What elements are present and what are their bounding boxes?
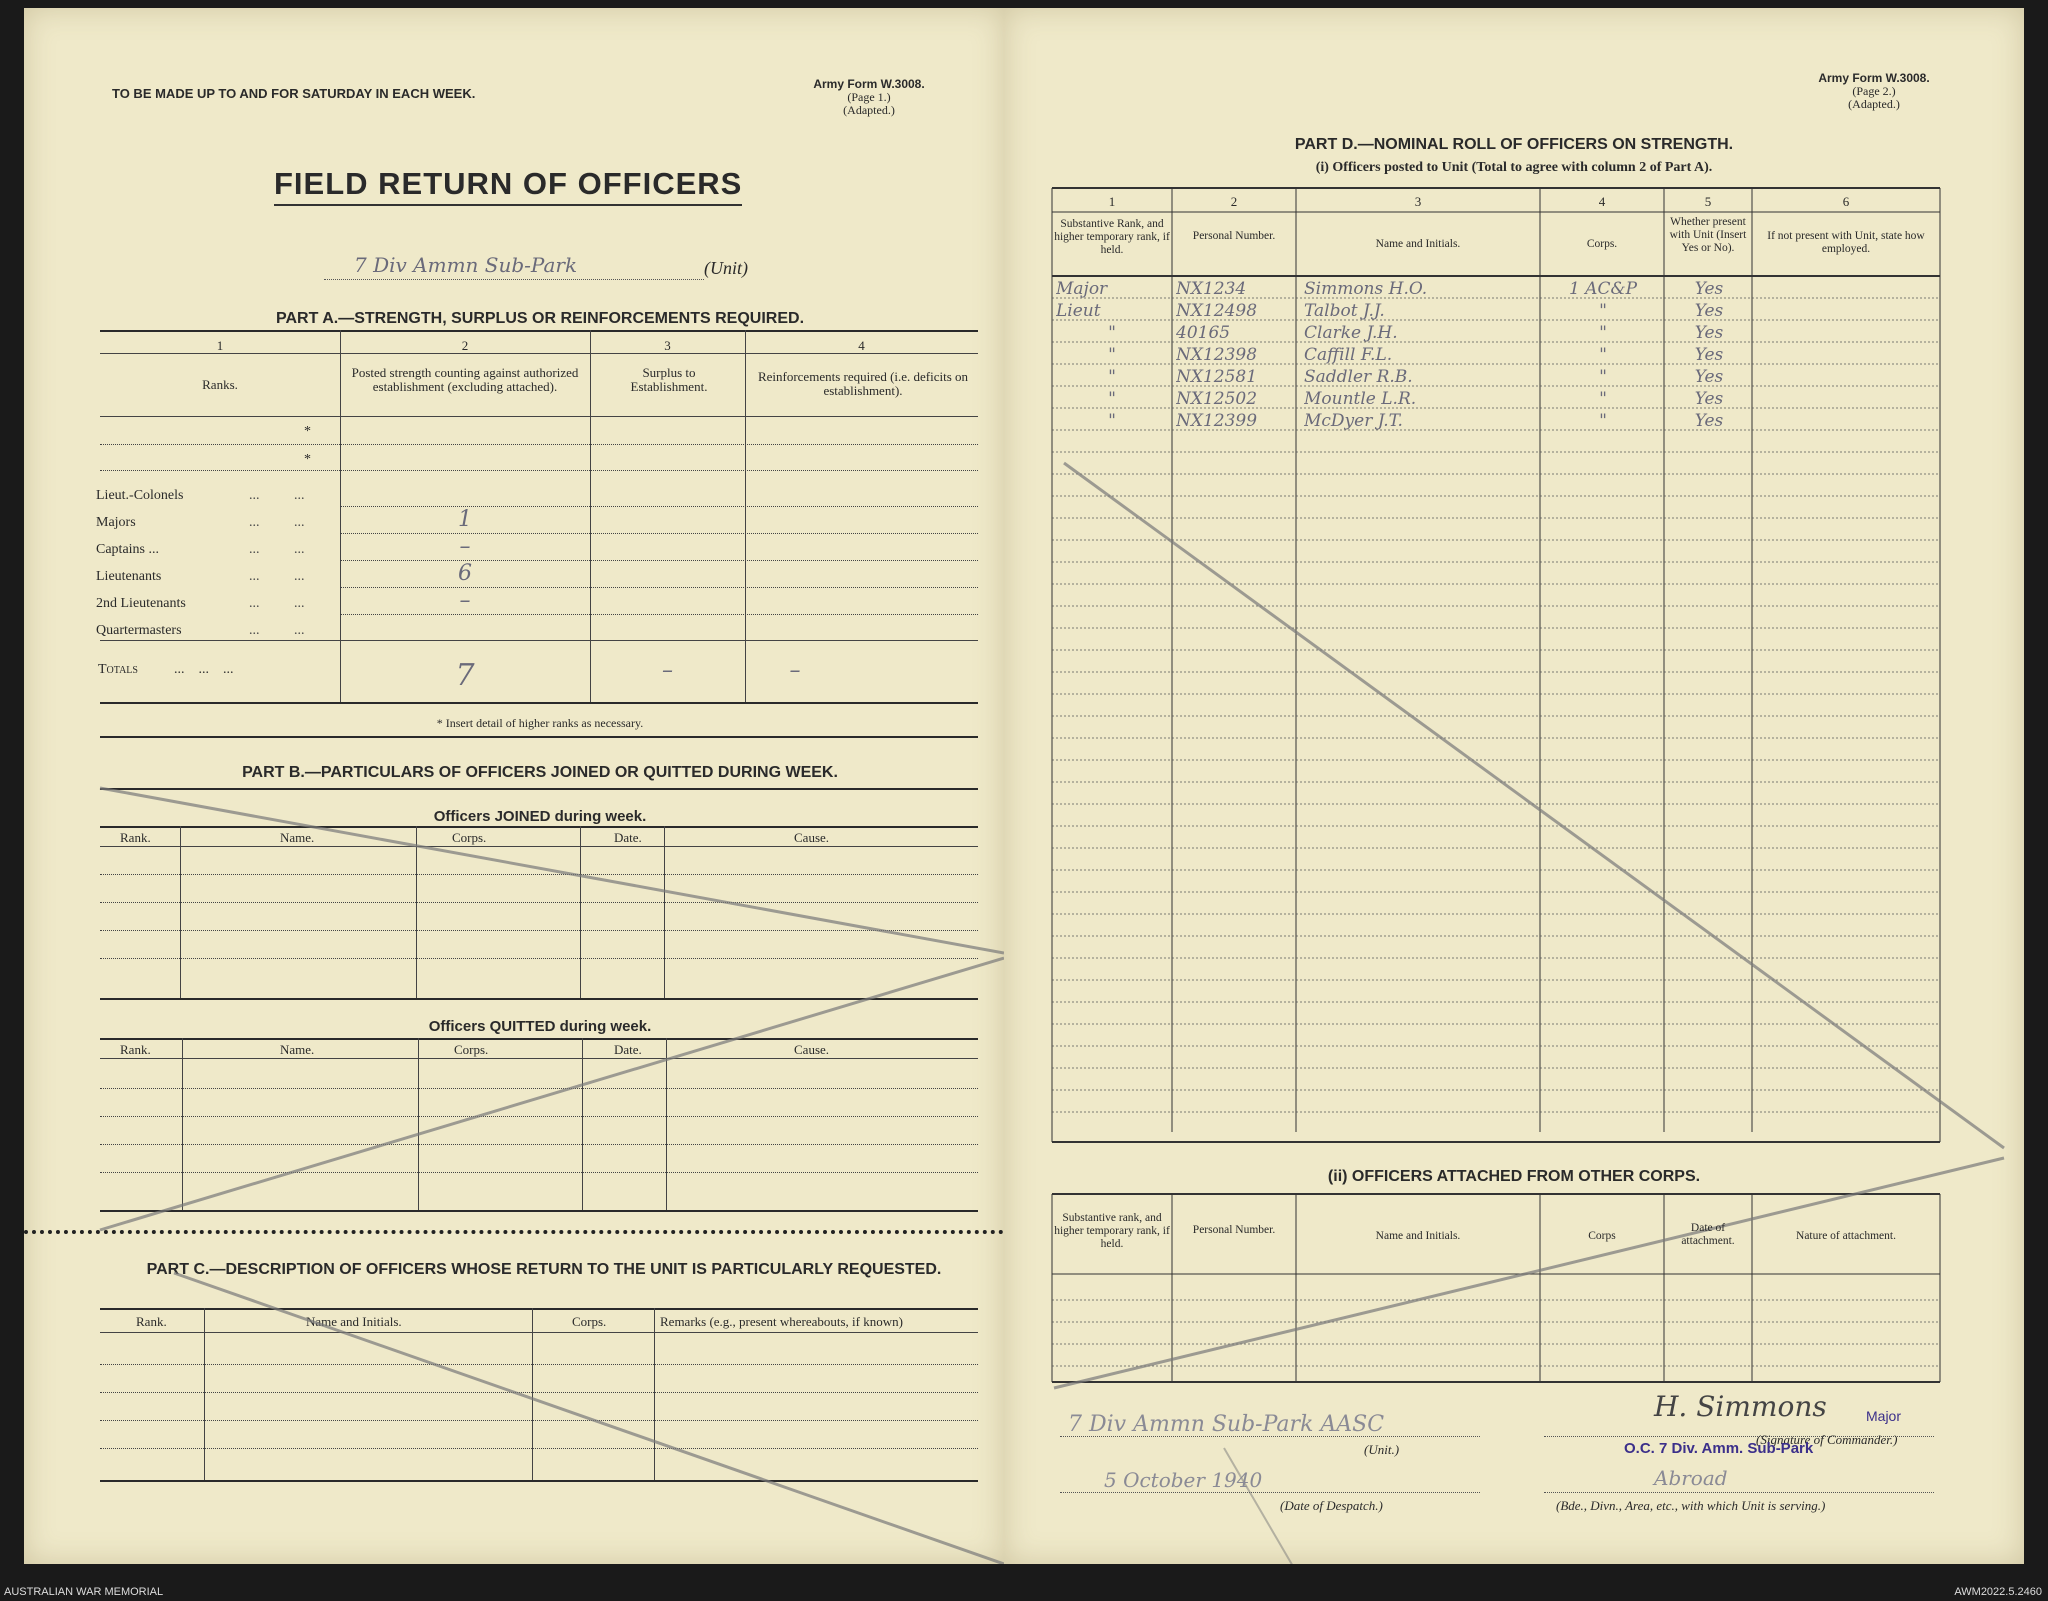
quitted-rank-header: Rank. xyxy=(120,1042,151,1057)
instruction-text: TO BE MADE UP TO AND FOR SATURDAY IN EACH WEEK. xyxy=(112,86,476,101)
roll-cell-name: Clarke J.H. xyxy=(1304,323,1398,343)
quitted-date-header: Date. xyxy=(614,1042,642,1057)
unit-signature-hw: 7 Div Ammn Sub-Park AASC xyxy=(1068,1412,1385,1437)
quitted-title: Officers QUITTED during week. xyxy=(428,1018,652,1035)
roll-cell-name: Simmons H.O. xyxy=(1304,279,1428,299)
reinforcements-header: Reinforcements required (i.e. deficits on establishment). xyxy=(757,369,969,398)
roll-cell-present: Yes xyxy=(1694,345,1724,365)
att-corps-header: Corps xyxy=(1588,1230,1616,1242)
att-number-header: Personal Number. xyxy=(1192,1224,1276,1236)
rank-row: 2nd Lieutenants xyxy=(96,596,186,611)
roll-cell-present: Yes xyxy=(1694,411,1724,431)
roll-cell-number: NX12398 xyxy=(1176,345,1258,365)
roll-row xyxy=(1004,388,2024,410)
roll-cell-present: Yes xyxy=(1694,389,1724,409)
roll-cell-rank: " xyxy=(1108,345,1116,365)
part-c-title: PART C.—DESCRIPTION OF OFFICERS WHOSE RETURN TO THE UNIT IS PARTICULARLY REQUESTED. xyxy=(146,1261,942,1278)
col-3-num: 3 xyxy=(664,338,671,353)
roll-cell-name: Caffill F.L. xyxy=(1304,345,1393,365)
d-present-header: Whether present with Unit (Insert Yes or No). xyxy=(1669,216,1747,254)
att-nature-header: Nature of attachment. xyxy=(1796,1230,1896,1242)
roll-cell-rank: " xyxy=(1108,323,1116,343)
roll-cell-rank: " xyxy=(1108,411,1116,431)
left-page xyxy=(24,8,1004,1564)
commander-signature: H. Simmons xyxy=(1654,1390,1827,1423)
roll-cell-corps: " xyxy=(1599,367,1607,387)
d-col-2-num: 2 xyxy=(1230,194,1238,209)
posted-strength-header: Posted strength counting against authorized establishment (excluding attached). xyxy=(351,365,579,394)
col-2-num: 2 xyxy=(461,338,469,353)
page-title: FIELD RETURN OF OFFICERS xyxy=(274,166,742,206)
footer-right: AWM2022.5.2460 xyxy=(1954,1586,2042,1598)
total-posted: 7 xyxy=(455,658,475,693)
d-col-1-num: 1 xyxy=(1108,194,1116,209)
rank-row: Captains ... xyxy=(96,542,159,557)
roll-cell-name: Mountle L.R. xyxy=(1304,389,1417,409)
roll-row xyxy=(1004,410,2024,432)
page-number: (Page 2.) xyxy=(1852,84,1896,98)
roll-cell-corps: " xyxy=(1599,411,1607,431)
part-d-subtitle: (i) Officers posted to Unit (Total to agree with column 2 of Part A). xyxy=(1315,160,1713,175)
posted-values: 1 – 6 – xyxy=(458,507,472,613)
quitted-cause-header: Cause. xyxy=(794,1042,830,1057)
adapted-label: (Adapted.) xyxy=(843,103,895,117)
area-handwritten: Abroad xyxy=(1654,1466,1728,1490)
rank-dots-2: ... ... ... ... ... ... xyxy=(294,488,305,638)
star-1: * xyxy=(304,424,311,439)
part-b-title: PART B.—PARTICULARS OF OFFICERS JOINED OR QUITTED DURING WEEK. xyxy=(242,764,838,781)
unit-caption: (Unit.) xyxy=(1364,1442,1400,1457)
unit-handwritten: 7 Div Ammn Sub-Park xyxy=(354,253,578,277)
totals-dots: ... ... ... xyxy=(174,662,234,677)
total-surplus: – xyxy=(662,658,673,683)
rank-row: Quartermasters xyxy=(96,623,182,638)
att-date-header: Date of attachment. xyxy=(1681,1222,1735,1247)
adapted-label: (Adapted.) xyxy=(1848,97,1900,111)
surplus-header: Surplus to Establishment. xyxy=(630,365,708,394)
quitted-name-header: Name. xyxy=(280,1042,315,1057)
partc-remarks-header: Remarks (e.g., present whereabouts, if known) xyxy=(660,1314,903,1329)
d-col-4-num: 4 xyxy=(1598,194,1606,209)
footer-left: AUSTRALIAN WAR MEMORIAL xyxy=(4,1586,164,1598)
d-col-5-num: 5 xyxy=(1704,194,1712,209)
star-2: * xyxy=(304,452,311,467)
roll-cell-present: Yes xyxy=(1694,301,1724,321)
roll-cell-number: NX12399 xyxy=(1176,411,1258,431)
roll-cell-present: Yes xyxy=(1694,279,1724,299)
roll-cell-present: Yes xyxy=(1694,367,1724,387)
roll-cell-rank: " xyxy=(1108,367,1116,387)
d-number-header: Personal Number. xyxy=(1192,230,1276,242)
form-number-label: Army Form W.3008. xyxy=(813,77,925,91)
roll-cell-name: Saddler R.B. xyxy=(1304,367,1413,387)
roll-cell-name: Talbot J.J. xyxy=(1304,301,1385,321)
d-corps-header: Corps. xyxy=(1586,238,1618,250)
roll-cell-present: Yes xyxy=(1694,323,1724,343)
partc-rank-header: Rank. xyxy=(136,1314,167,1329)
roll-row xyxy=(1004,366,2024,388)
roll-cell-number: NX1234 xyxy=(1176,279,1247,299)
roll-cell-rank: Lieut xyxy=(1056,301,1101,321)
roll-row xyxy=(1004,322,2024,344)
col-4-num: 4 xyxy=(858,338,865,353)
d-name-header: Name and Initials. xyxy=(1375,238,1461,250)
oc-stamp: O.C. 7 Div. Amm. Sub-Park xyxy=(1624,1440,1814,1457)
partc-corps-header: Corps. xyxy=(572,1314,607,1329)
unit-label: (Unit) xyxy=(704,258,748,278)
roll-cell-corps: 1 AC&P xyxy=(1568,279,1638,299)
att-name-header: Name and Initials. xyxy=(1375,1230,1461,1242)
part-a-title: PART A.—STRENGTH, SURPLUS OR REINFORCEMENTS REQUIRED. xyxy=(275,310,805,327)
col-1-num: 1 xyxy=(216,338,224,353)
joined-corps-header: Corps. xyxy=(452,830,487,845)
area-caption: (Bde., Divn., Area, etc., with which Unit is serving.) xyxy=(1556,1498,1826,1513)
rank-row: Lieut.-Colonels xyxy=(96,488,184,503)
roll-cell-rank: " xyxy=(1108,389,1116,409)
roll-cell-rank: Major xyxy=(1056,279,1108,299)
roll-row xyxy=(1004,278,2024,300)
right-page xyxy=(1004,8,2024,1564)
roll-cell-number: NX12581 xyxy=(1176,367,1258,387)
rank-stamp: Major xyxy=(1866,1408,1902,1424)
attached-title: (ii) OFFICERS ATTACHED FROM OTHER CORPS. xyxy=(1327,1168,1701,1185)
date-handwritten: 5 October 1940 xyxy=(1104,1468,1263,1492)
totals-label: Totals xyxy=(98,662,138,677)
roll-cell-corps: " xyxy=(1599,389,1607,409)
pencil-strike-marks xyxy=(24,8,1004,1564)
form-number-label: Army Form W.3008. xyxy=(1818,71,1930,85)
rank-row: Majors xyxy=(96,515,136,530)
joined-title: Officers JOINED during week. xyxy=(433,808,647,825)
roll-cell-corps: " xyxy=(1599,323,1607,343)
partc-name-header: Name and Initials. xyxy=(306,1314,402,1329)
roll-cell-corps: " xyxy=(1599,301,1607,321)
joined-name-header: Name. xyxy=(280,830,315,845)
joined-date-header: Date. xyxy=(614,830,642,845)
roll-cell-number: 40165 xyxy=(1176,323,1231,343)
rank-row: Lieutenants xyxy=(96,569,162,584)
d-col-3-num: 3 xyxy=(1414,194,1422,209)
ranks-header: Ranks. xyxy=(202,377,238,392)
signature-caption: (Signature of Commander.) xyxy=(1756,1432,1898,1447)
roll-cell-corps: " xyxy=(1599,345,1607,365)
d-employed-header: If not present with Unit, state how employed. xyxy=(1767,230,1925,255)
total-reinforcements: – xyxy=(789,658,801,683)
roll-cell-number: NX12502 xyxy=(1176,389,1258,409)
page-number: (Page 1.) xyxy=(847,90,891,104)
d-rank-header: Substantive Rank, and higher temporary rank, if held. xyxy=(1054,218,1170,256)
date-caption: (Date of Despatch.) xyxy=(1280,1498,1383,1513)
roll-row xyxy=(1004,344,2024,366)
joined-rank-header: Rank. xyxy=(120,830,151,845)
roll-cell-number: NX12498 xyxy=(1176,301,1258,321)
rank-dots: ... ... ... ... ... ... xyxy=(249,488,260,638)
roll-row xyxy=(1004,300,2024,322)
joined-cause-header: Cause. xyxy=(794,830,830,845)
quitted-corps-header: Corps. xyxy=(454,1042,489,1057)
roll-cell-name: McDyer J.T. xyxy=(1304,411,1403,431)
footnote: * Insert detail of higher ranks as necessary. xyxy=(436,716,644,730)
att-rank-header: Substantive rank, and higher temporary rank, if held. xyxy=(1054,1212,1170,1250)
d-col-6-num: 6 xyxy=(1842,194,1850,209)
part-d-title: PART D.—NOMINAL ROLL OF OFFICERS ON STRENGTH. xyxy=(1294,136,1734,153)
